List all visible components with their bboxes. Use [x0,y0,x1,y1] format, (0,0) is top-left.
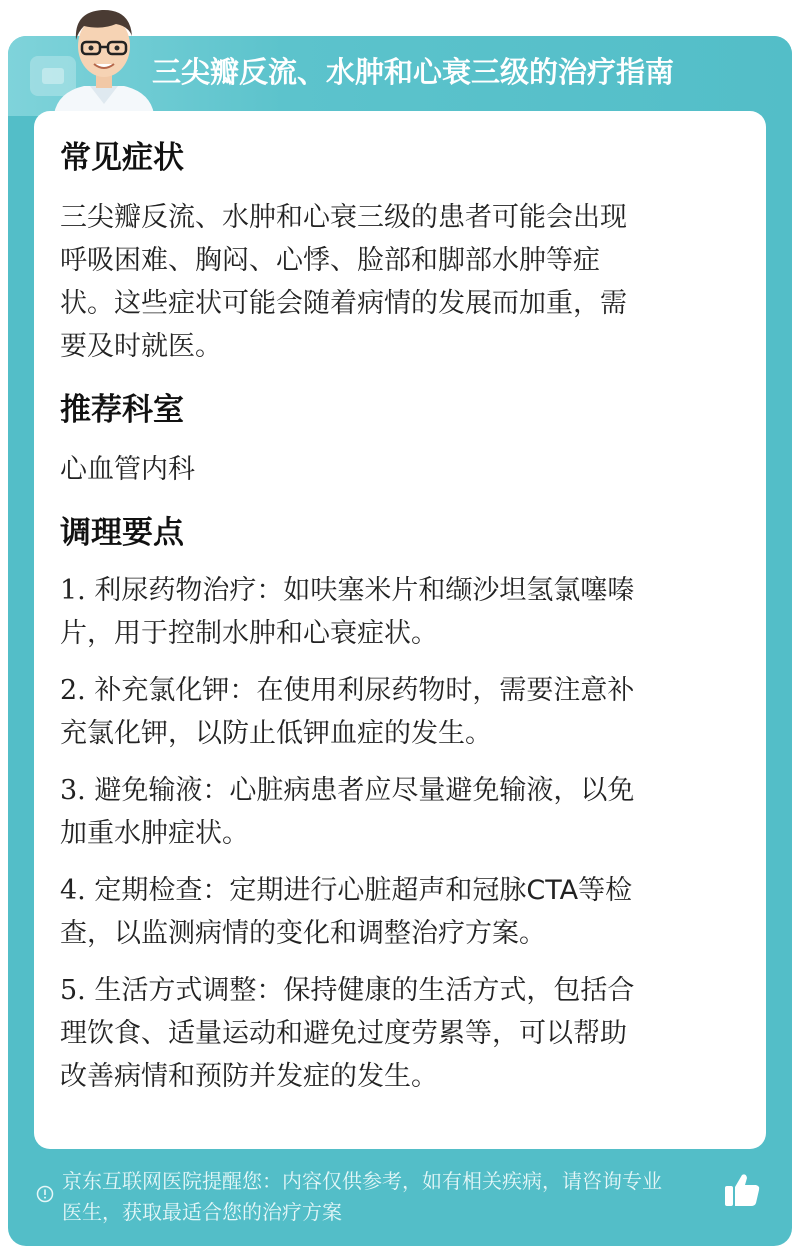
care-item-line [60,669,724,712]
doctor-avatar-icon [44,0,164,114]
symptoms-line: 状。这些症状可能会随着病情的发展而加重，需 [60,288,627,319]
care-item-line [60,569,724,612]
care-item [60,769,724,855]
info-icon [36,1185,54,1203]
symptoms-line: 三尖瓣反流、水肿和心衰三级的患者可能会出现 [60,202,627,233]
section-care [60,491,724,1098]
section-symptoms [60,112,724,368]
care-item-text: 定期检查：定期进行心脏超声和冠脉CTA等检 [94,875,633,906]
care-item-number: 3. [60,775,86,806]
care-item-text: 利尿药物治疗：如呋塞米片和缬沙坦氢氯噻嗪 [94,575,635,606]
disclaimer-line: 京东互联网医院提醒您：内容仅供参考，如有相关疾病，请咨询专业 [62,1169,662,1193]
care-item-line: 理饮食、适量运动和避免过度劳累等，可以帮助 [60,1018,627,1049]
care-item [60,569,724,655]
care-item-text: 避免输液：心脏病患者应尽量避免输液，以免 [94,775,635,806]
care-item [60,669,724,755]
care-item-line: 查，以监测病情的变化和调整治疗方案。 [60,918,546,949]
thumbs-up-icon[interactable] [723,1172,761,1208]
care-item-line [60,869,724,912]
care-item-line: 加重水肿症状。 [60,818,249,849]
disclaimer-line: 医生，获取最适合您的治疗方案 [62,1200,342,1224]
care-item-number: 1. [60,575,86,606]
care-item-line [60,969,724,1012]
section-heading-care: 调理要点 [60,515,184,551]
care-item-number: 5. [60,975,86,1006]
care-item-line: 充氯化钾，以防止低钾血症的发生。 [60,718,492,749]
care-item-number: 2. [60,675,86,706]
page-title: 三尖瓣反流、水肿和心衰三级的治疗指南 [152,55,675,89]
content-body [60,112,724,1098]
care-item [60,869,724,955]
care-item-number: 4. [60,875,86,906]
care-item-text: 补充氯化钾：在使用利尿药物时，需要注意补 [94,675,635,706]
care-item-line: 片，用于控制水肿和心衰症状。 [60,618,438,649]
department-text: 心血管内科 [60,454,195,485]
section-heading-department: 推荐科室 [60,392,184,428]
symptoms-line: 呼吸困难、胸闷、心悸、脸部和脚部水肿等症 [60,245,600,276]
symptoms-line: 要及时就医。 [60,331,222,362]
care-item [60,969,724,1098]
care-item-text: 生活方式调整：保持健康的生活方式，包括合 [94,975,635,1006]
disclaimer [62,1166,726,1228]
section-department [60,368,724,491]
care-item-line [60,769,724,812]
care-item-line: 改善病情和预防并发症的发生。 [60,1061,438,1092]
section-heading-symptoms: 常见症状 [60,140,184,176]
